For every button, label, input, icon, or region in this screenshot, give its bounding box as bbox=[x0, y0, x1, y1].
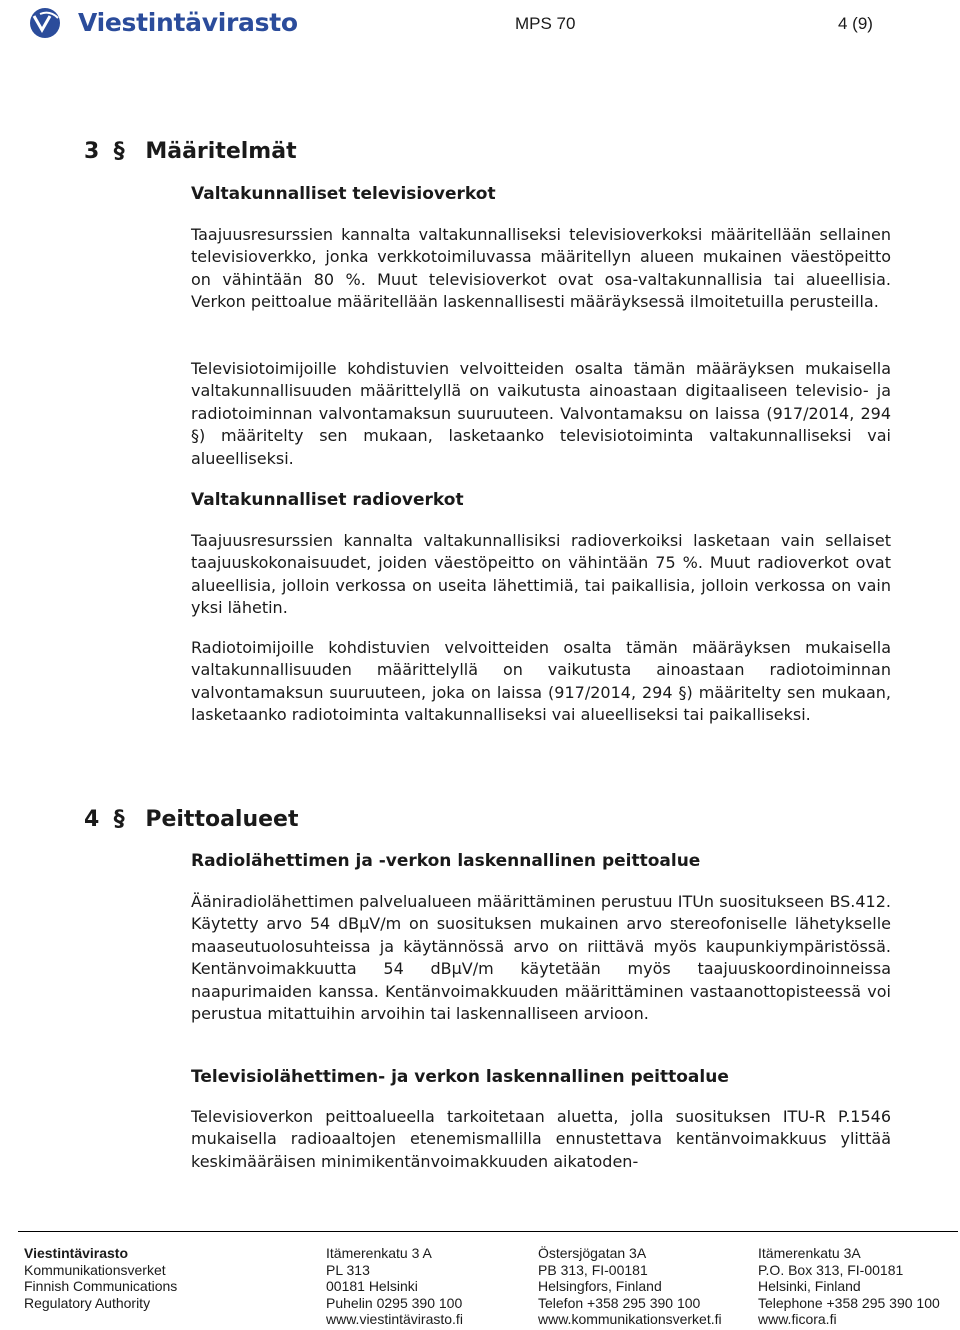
footer-brand: Viestintävirasto bbox=[24, 1245, 129, 1261]
footer-divider bbox=[18, 1231, 958, 1232]
footer-line: PB 313, FI-00181 bbox=[538, 1261, 648, 1278]
footer-line: P.O. Box 313, FI-00181 bbox=[758, 1261, 904, 1278]
footer-line: Itämerenkatu 3 A bbox=[326, 1245, 432, 1261]
footer-line: Helsingfors, Finland bbox=[538, 1278, 662, 1295]
footer-line: Regulatory Authority bbox=[24, 1294, 151, 1311]
footer-line: Helsinki, Finland bbox=[758, 1278, 861, 1295]
paragraph: Ääniradiolähettimen palvelualueen määrittäminen perustuu ITUn suositukseen BS.412. Käytetty arvo 54 dBμV/m on suosituksen mukainen arvo stereofoniselle lähetykselle maaseutuolosuhteissa ja käytännössä arvo on riittävä myös kaupunkiympäristössä. Kentänvoimakkuutta 54 dBμV/m käytetään myös taajuuskoordinoinneissa naapurimaiden kanssa. Kentänvoimakkuuden määrittäminen vastaanottopisteessä voi perustua mitattuihin arvoihin tai laskennalliseen arvioon. bbox=[191, 892, 891, 1024]
logo-emblem-icon bbox=[20, 6, 70, 40]
footer-link[interactable]: www.kommunikationsverket.fi bbox=[538, 1311, 722, 1328]
footer-line: PL 313 bbox=[326, 1261, 370, 1278]
section-3-heading bbox=[84, 139, 297, 164]
subheading-radio-coverage: Radiolähettimen ja -verkon laskennallinen peittoalue bbox=[191, 851, 701, 871]
section-number: 3 bbox=[84, 139, 100, 164]
section-symbol: § bbox=[113, 139, 125, 164]
page-number: 4 (9) bbox=[838, 14, 873, 33]
footer-column-swedish-address bbox=[538, 1245, 722, 1328]
footer-line: Telephone +358 295 390 100 bbox=[758, 1294, 940, 1311]
footer-line: Puhelin 0295 390 100 bbox=[326, 1294, 463, 1311]
section-number: 4 bbox=[84, 807, 100, 832]
footer-column-english-address bbox=[758, 1245, 940, 1328]
subheading-tv-networks: Valtakunnalliset televisioverkot bbox=[191, 184, 496, 204]
document-code: MPS 70 bbox=[515, 14, 576, 33]
section-symbol: § bbox=[113, 807, 125, 832]
paragraph: Taajuusresurssien kannalta valtakunnallisiksi radioverkoiksi lasketaan vain sellaiset taajuuskokonaisuudet, joiden väestöpeitto on vähintään 75 %. Muut radioverkot ovat alueellisia, jolloin verkossa on useita lähettimiä, tai paikallisia, jolloin verkossa on vain yksi lähetin. bbox=[191, 531, 891, 618]
footer-line: 00181 Helsinki bbox=[326, 1278, 418, 1295]
paragraph: Televisioverkon peittoalueella tarkoitetaan aluetta, jolla suosituksen ITU-R P.1546 mukaisella radioaaltojen etenemismallilla ennustettava kentänvoimakkuus ylittää keskimääräisen minimikentänvoimakkuuden aikatoden- bbox=[191, 1107, 891, 1171]
footer-line: Finnish Communications bbox=[24, 1278, 178, 1295]
footer-line: Östersjögatan 3A bbox=[538, 1245, 647, 1261]
paragraph: Televisiotoimijoille kohdistuvien velvoitteiden osalta tämän määräyksen mukaisella valtakunnallisuuden määrittelyllä on vaikutusta ainoastaan digitaaliseen televisio- ja radiotoiminnan valvontamaksun suuruuteen. Valvontamaksu on laissa (917/2014, 294 §) määritelty sen mukaan, lasketaanko televisiotoiminta valtakunnalliseksi vai alueelliseksi. bbox=[191, 359, 891, 468]
logo bbox=[18, 6, 298, 40]
footer-column-finnish-address bbox=[326, 1245, 463, 1328]
footer-line: Telefon +358 295 390 100 bbox=[538, 1294, 701, 1311]
paragraph: Taajuusresurssien kannalta valtakunnalliseksi televisioverkoksi määritellään sellainen televisioverkko, jonka verkkotoimiluvassa määritellyn alueen mukainen väestöpeitto on vähintään 80 %. Muut televisioverkot ovat osa-valtakunnallisia tai alueellisia. Verkon peittoalue määritellään laskennallisesti määräyksessä ilmoitetuilla perusteilla. bbox=[191, 225, 891, 312]
footer-column-names bbox=[24, 1245, 177, 1311]
section-title: Peittoalueet bbox=[145, 807, 299, 832]
section-title: Määritelmät bbox=[145, 139, 297, 164]
subheading-tv-coverage: Televisiolähettimen- ja verkon laskennallinen peittoalue bbox=[191, 1067, 729, 1087]
footer-line: Itämerenkatu 3A bbox=[758, 1245, 861, 1261]
footer-link[interactable]: www.ficora.fi bbox=[758, 1311, 837, 1328]
logo-text: Viestintävirasto bbox=[78, 8, 298, 37]
footer-link[interactable]: www.viestintävirasto.fi bbox=[326, 1311, 463, 1328]
section-4-heading bbox=[84, 807, 298, 832]
paragraph: Radiotoimijoille kohdistuvien velvoitteiden osalta tämän määräyksen mukaisella valtakunnallisuuden määrittelyllä on vaikutusta ainoastaan radiotoiminnan valvontamaksun suuruuteen, joka on laissa (917/2014, 294 §) määritelty sen mukaan, lasketaanko radiotoiminta valtakunnalliseksi vai alueelliseksi tai paikalliseksi. bbox=[191, 638, 891, 725]
subheading-radio-networks: Valtakunnalliset radioverkot bbox=[191, 490, 464, 510]
footer-line: Kommunikationsverket bbox=[24, 1261, 166, 1278]
